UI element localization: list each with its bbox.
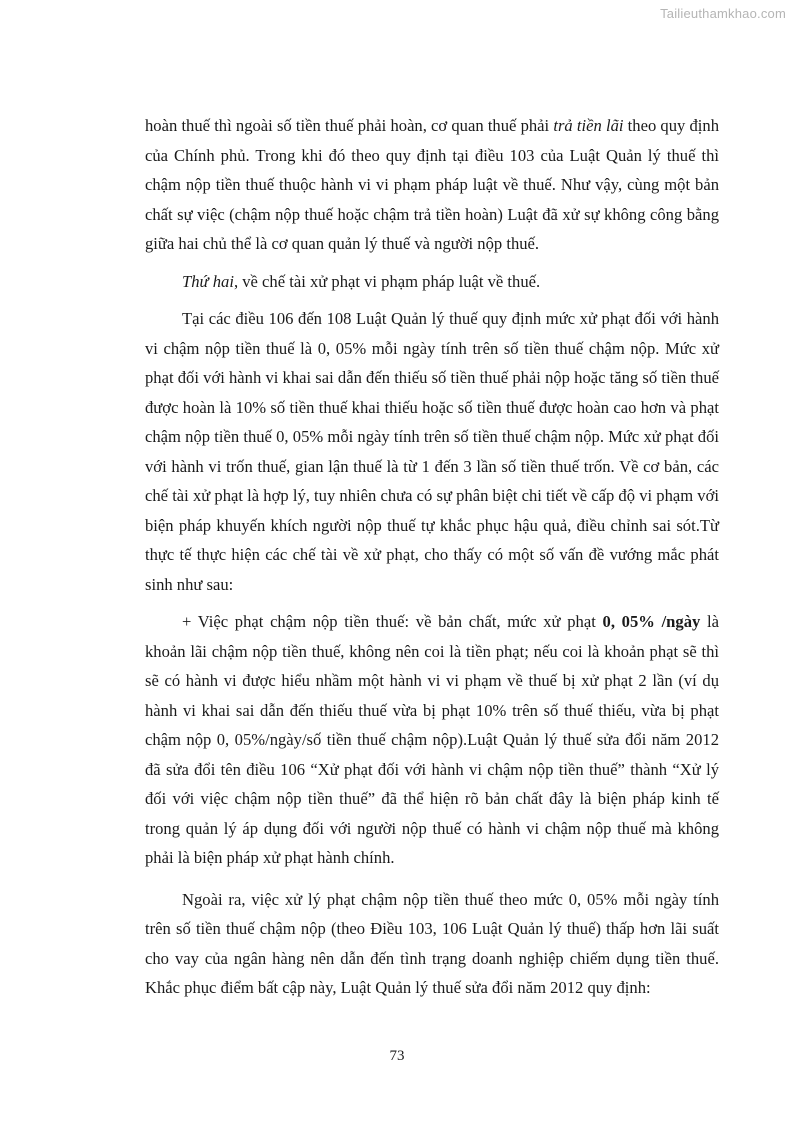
- text-run: Tại các điều 106 đến 108 Luật Quản lý thuế quy định mức xử phạt đối với hành vi chậm nộp tiền thuế là 0, 05% mỗi ngày tính trên số tiền thuế chậm nộp. Mức xử phạt đối với hành vi khai sai dẫn đến thiếu số tiền thuế phải nộp hoặc tăng số tiền thuế được hoàn là 10% số tiền thuế khai thiếu hoặc số tiền thuế được hoàn cao hơn và phạt chậm nộp tiền thuế 0, 05% mỗi ngày tính trên số tiền thuế chậm nộp. Mức xử phạt đối với hành vi trốn thuế, gian lận thuế là từ 1 đến 3 lần số tiền thuế trốn. Về cơ bản, các chế tài xử phạt là hợp lý, tuy nhiên chưa có sự phân biệt chi tiết về cấp độ vi phạm với biện pháp khuyến khích người nộp thuế tự khắc phục hậu quả, điều chỉnh sai sót.Từ thực tế thực hiện các chế tài về xử phạt, cho thấy có một số vấn đề vướng mắc phát sinh như sau:: [145, 309, 719, 594]
- text-run: hoàn thuế thì ngoài số tiền thuế phải hoàn, cơ quan thuế phải: [145, 116, 554, 135]
- paragraph-4: [145, 607, 719, 873]
- text-run: là khoản lãi chậm nộp tiền thuế, không nên coi là tiền phạt; nếu coi là khoản phạt sẽ thì sẽ có hành vi được hiểu nhầm một hành vi vi phạm về thuế bị xử phạt 2 lần (ví dụ hành vi khai sai dẫn đến thiếu thuế vừa bị phạt 10% trên số thuế thiếu, vừa bị phạt chậm nộp 0, 05%/ngày/số tiền thuế chậm nộp).Luật Quản lý thuế sửa đổi năm 2012 đã sửa đổi tên điều 106 “Xử phạt đối với hành vi chậm nộp tiền thuế” thành “Xử lý đối với việc chậm nộp tiền thuế” đã thể hiện rõ bản chất đây là biện pháp kinh tế trong quản lý áp dụng đối với người nộp thuế có hành vi chậm nộp thuế mà không phải là biện pháp xử phạt hành chính.: [145, 612, 719, 867]
- paragraph-2: [145, 267, 719, 297]
- italic-text: trả tiền lãi: [553, 116, 624, 135]
- text-run: + Việc phạt chậm nộp tiền thuế: về bản chất, mức xử phạt: [182, 612, 603, 631]
- italic-text: Thứ hai: [182, 271, 234, 291]
- paragraph-5: [145, 885, 719, 1003]
- text-run: Ngoài ra, việc xử lý phạt chậm nộp tiền thuế theo mức 0, 05% mỗi ngày tính trên số tiền thuế chậm nộp (theo Điều 103, 106 Luật Quản lý thuế) thấp hơn lãi suất cho vay của ngân hàng nên dẫn đến tình trạng doanh nghiệp chiếm dụng tiền thuế. Khắc phục điểm bất cập này, Luật Quản lý thuế sửa đổi năm 2012 quy định:: [145, 889, 719, 997]
- watermark: Tailieuthamkhao.com: [660, 6, 786, 21]
- document-body: [145, 111, 719, 1003]
- paragraph-3: [145, 304, 719, 599]
- text-run: , về chế tài xử phạt vi phạm pháp luật về thuế.: [233, 271, 541, 291]
- paragraph-1: [145, 111, 719, 259]
- bold-text: 0, 05% /ngày: [602, 612, 701, 631]
- text-run: theo quy định của Chính phủ. Trong khi đó theo quy định tại điều 103 của Luật Quản lý thuế thì chậm nộp tiền thuế thuộc hành vi vi phạm pháp luật về thuế. Như vậy, cùng một bản chất sự việc (chậm nộp thuế hoặc chậm trả tiền hoàn) Luật đã xử sự không công bằng giữa hai chủ thể là cơ quan quản lý thuế và người nộp thuế.: [145, 116, 720, 253]
- page-number: 73: [389, 1048, 405, 1064]
